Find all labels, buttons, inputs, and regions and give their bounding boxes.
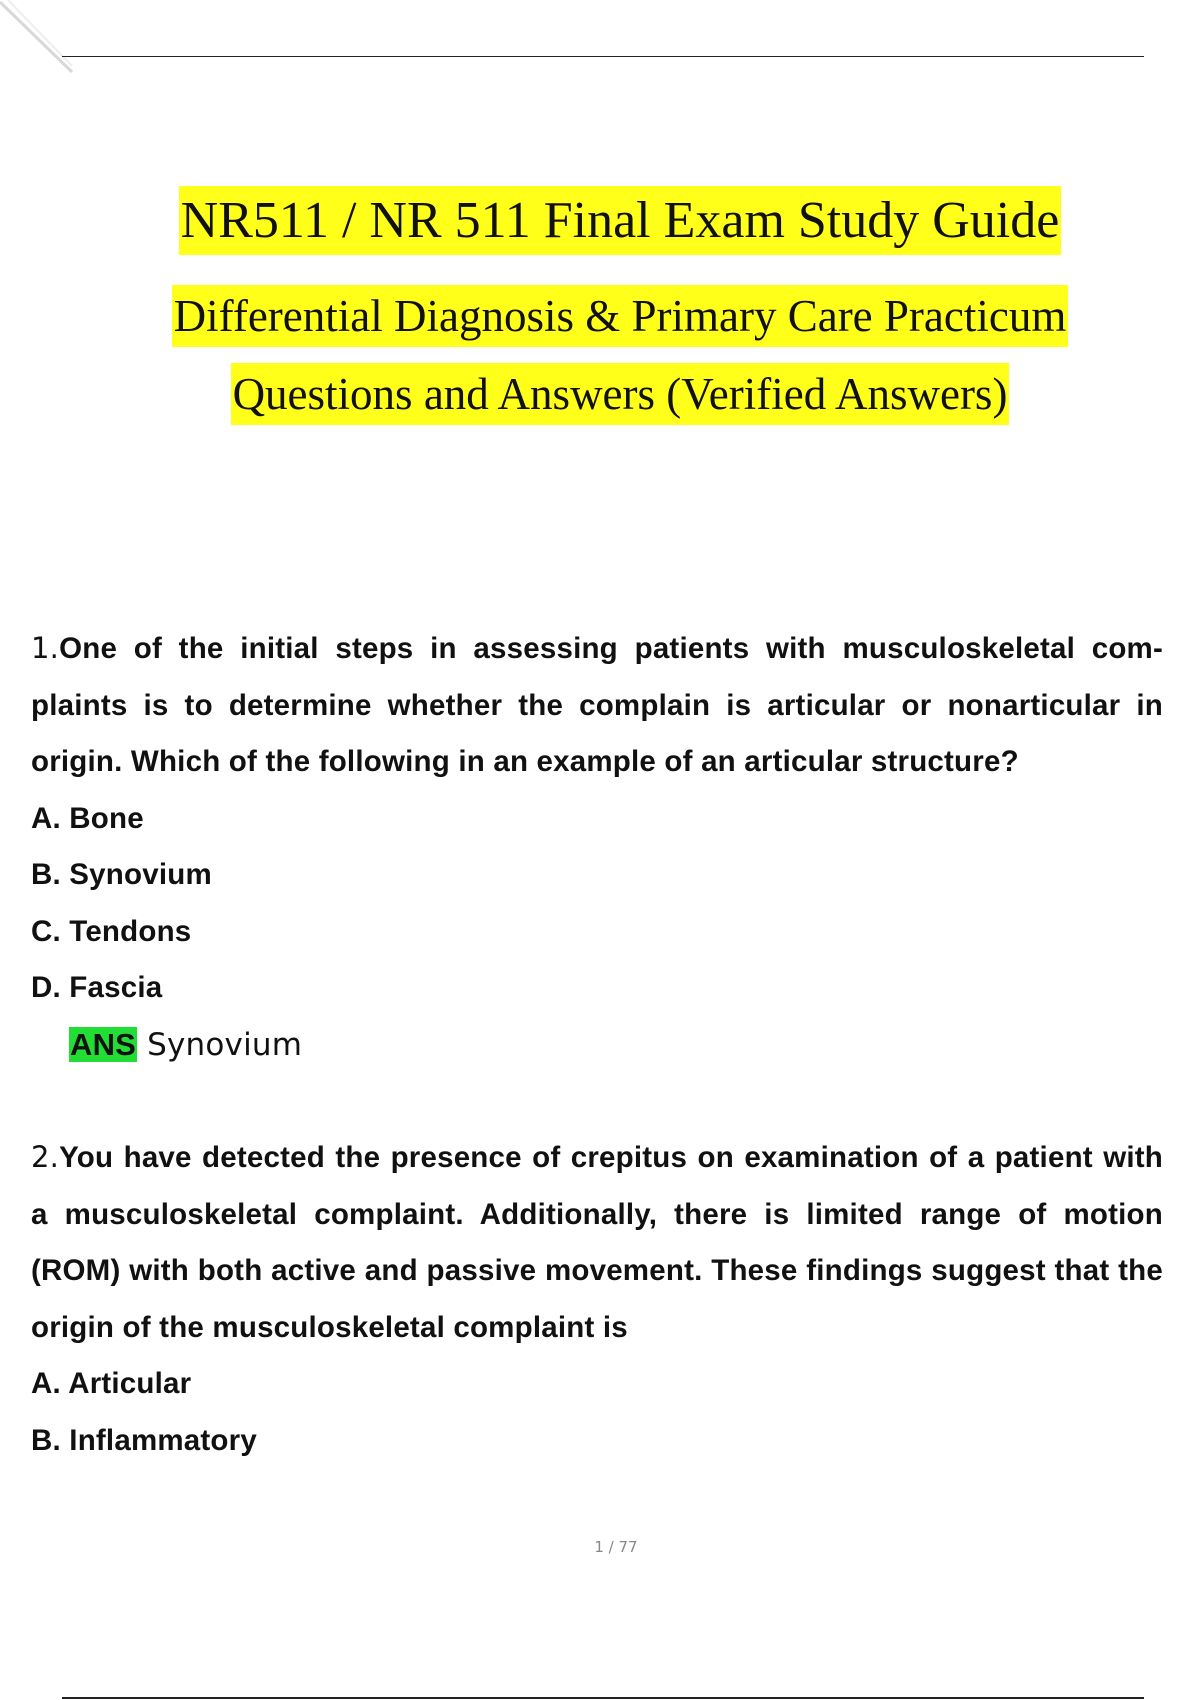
question-1 (31, 620, 1163, 1073)
question-2-text: You have detected the presence of crepitus on examination of a patient with a musculoskeletal complaint. Additionally, there is limited range of motion (ROM) with both active and passive movement. These findings suggest that the origin of the musculoskeletal complaint is (31, 1141, 1163, 1344)
document-title (0, 186, 1200, 452)
title-line-2 (0, 276, 1200, 364)
page-number: 1 / 77 (594, 1538, 638, 1556)
question-1-option-b: B. Synovium (31, 858, 212, 891)
question-2-number: 2. (31, 1140, 60, 1174)
header-rule (62, 56, 1144, 57)
question-2-stem (31, 1129, 1163, 1356)
page-corner-fold (0, 0, 80, 80)
question-1-number: 1. (31, 631, 60, 665)
question-spacer (31, 1073, 1163, 1129)
title-line-3 (0, 364, 1200, 452)
question-1-option-a: A. Bone (31, 801, 144, 835)
question-2-option-a: A. Articular (31, 1367, 192, 1400)
question-1-option-d: D. Fascia (31, 971, 163, 1004)
question-1-answer-text: Synovium (147, 1026, 303, 1063)
question-2 (31, 1129, 1163, 1469)
title-line-3-text: Questions and Answers (Verified Answers) (231, 363, 1010, 425)
footer-rule (62, 1697, 1144, 1699)
answer-tag: ANS (70, 1026, 137, 1062)
question-list (31, 620, 1163, 1469)
question-1-stem (31, 620, 1163, 791)
question-2-option-b: B. Inflammatory (31, 1423, 257, 1457)
question-1-text: One of the initial steps in assessing patients with musculoskeletal com- plaints is to determine whether the complain is articular or nonarticular in origin. Which of the following in an example of an articular structure? (31, 632, 1163, 778)
title-line-2-text: Differential Diagnosis & Primary Care Practicum (172, 285, 1069, 347)
title-line-1-text: NR511 / NR 511 Final Exam Study Guide (179, 186, 1062, 255)
title-line-1 (0, 186, 1200, 276)
question-1-option-c: C. Tendons (31, 914, 192, 948)
question-1-answer (31, 1017, 1163, 1074)
